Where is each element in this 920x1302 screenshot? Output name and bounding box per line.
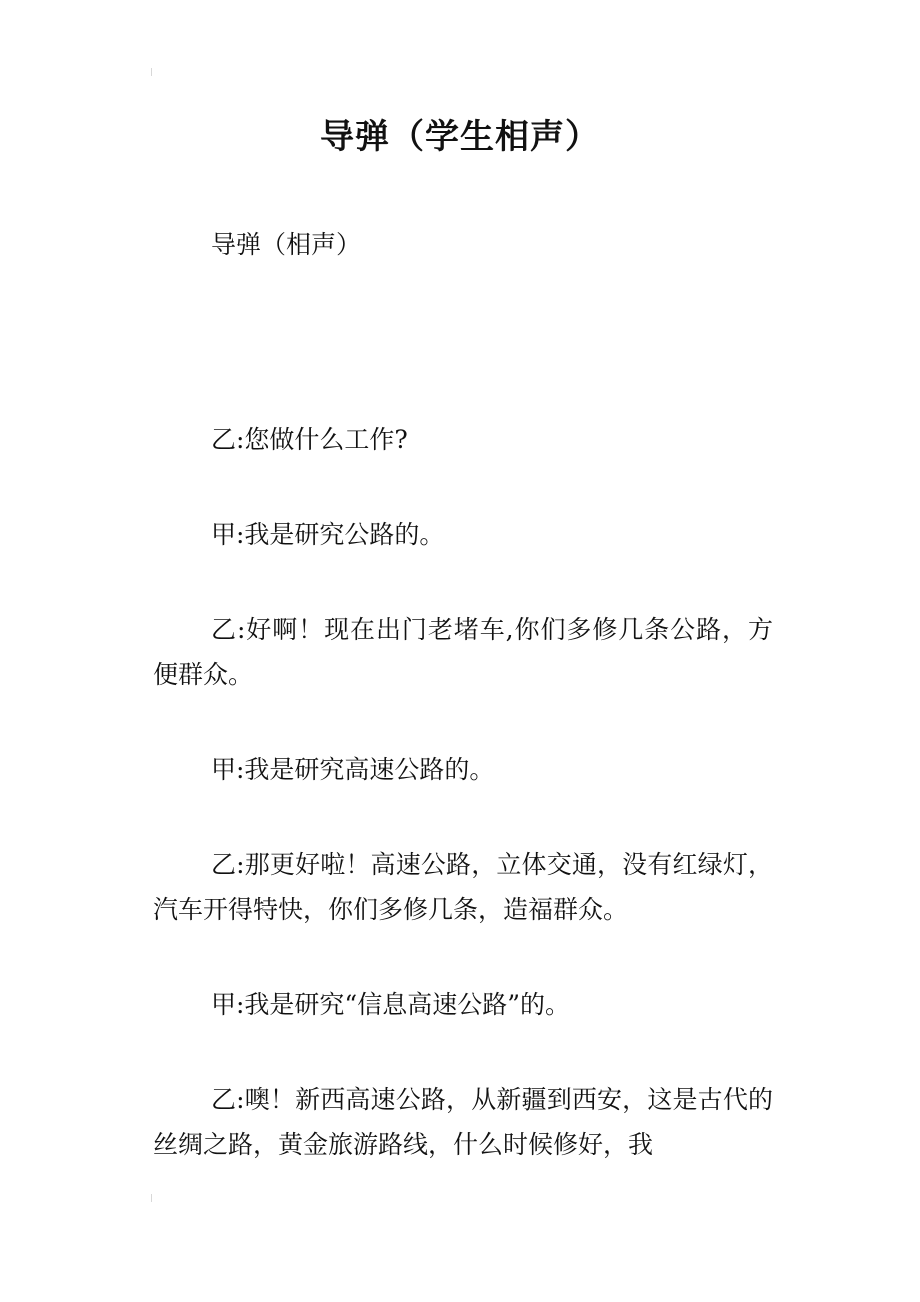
dialogue-line: 甲:我是研究“信息高速公路”的。 — [211, 990, 570, 1019]
dialogue-body — [153, 417, 773, 1217]
dialogue-line: 乙:好啊！现在出门老堵车,你们多修几条公路，方便群众。 — [153, 615, 773, 689]
dialogue-line: 乙:那更好啦！高速公路，立体交通，没有红绿灯，汽车开得特快，你们多修几条，造福群众。 — [153, 850, 773, 924]
page-corner-mark — [151, 68, 156, 76]
dialogue-line: 乙:您做什么工作? — [211, 425, 408, 454]
dialogue-line: 甲:我是研究高速公路的。 — [211, 755, 495, 784]
dialogue-line: 甲:我是研究公路的。 — [211, 520, 445, 549]
dialogue-line: 乙:噢！新西高速公路，从新疆到西安，这是古代的丝绸之路，黄金旅游路线，什么时候修好，我 — [153, 1085, 773, 1159]
document-subtitle: 导弹（相声） — [211, 230, 362, 259]
page-corner-mark — [151, 1194, 156, 1202]
document-title: 导弹（学生相声） — [320, 117, 600, 157]
